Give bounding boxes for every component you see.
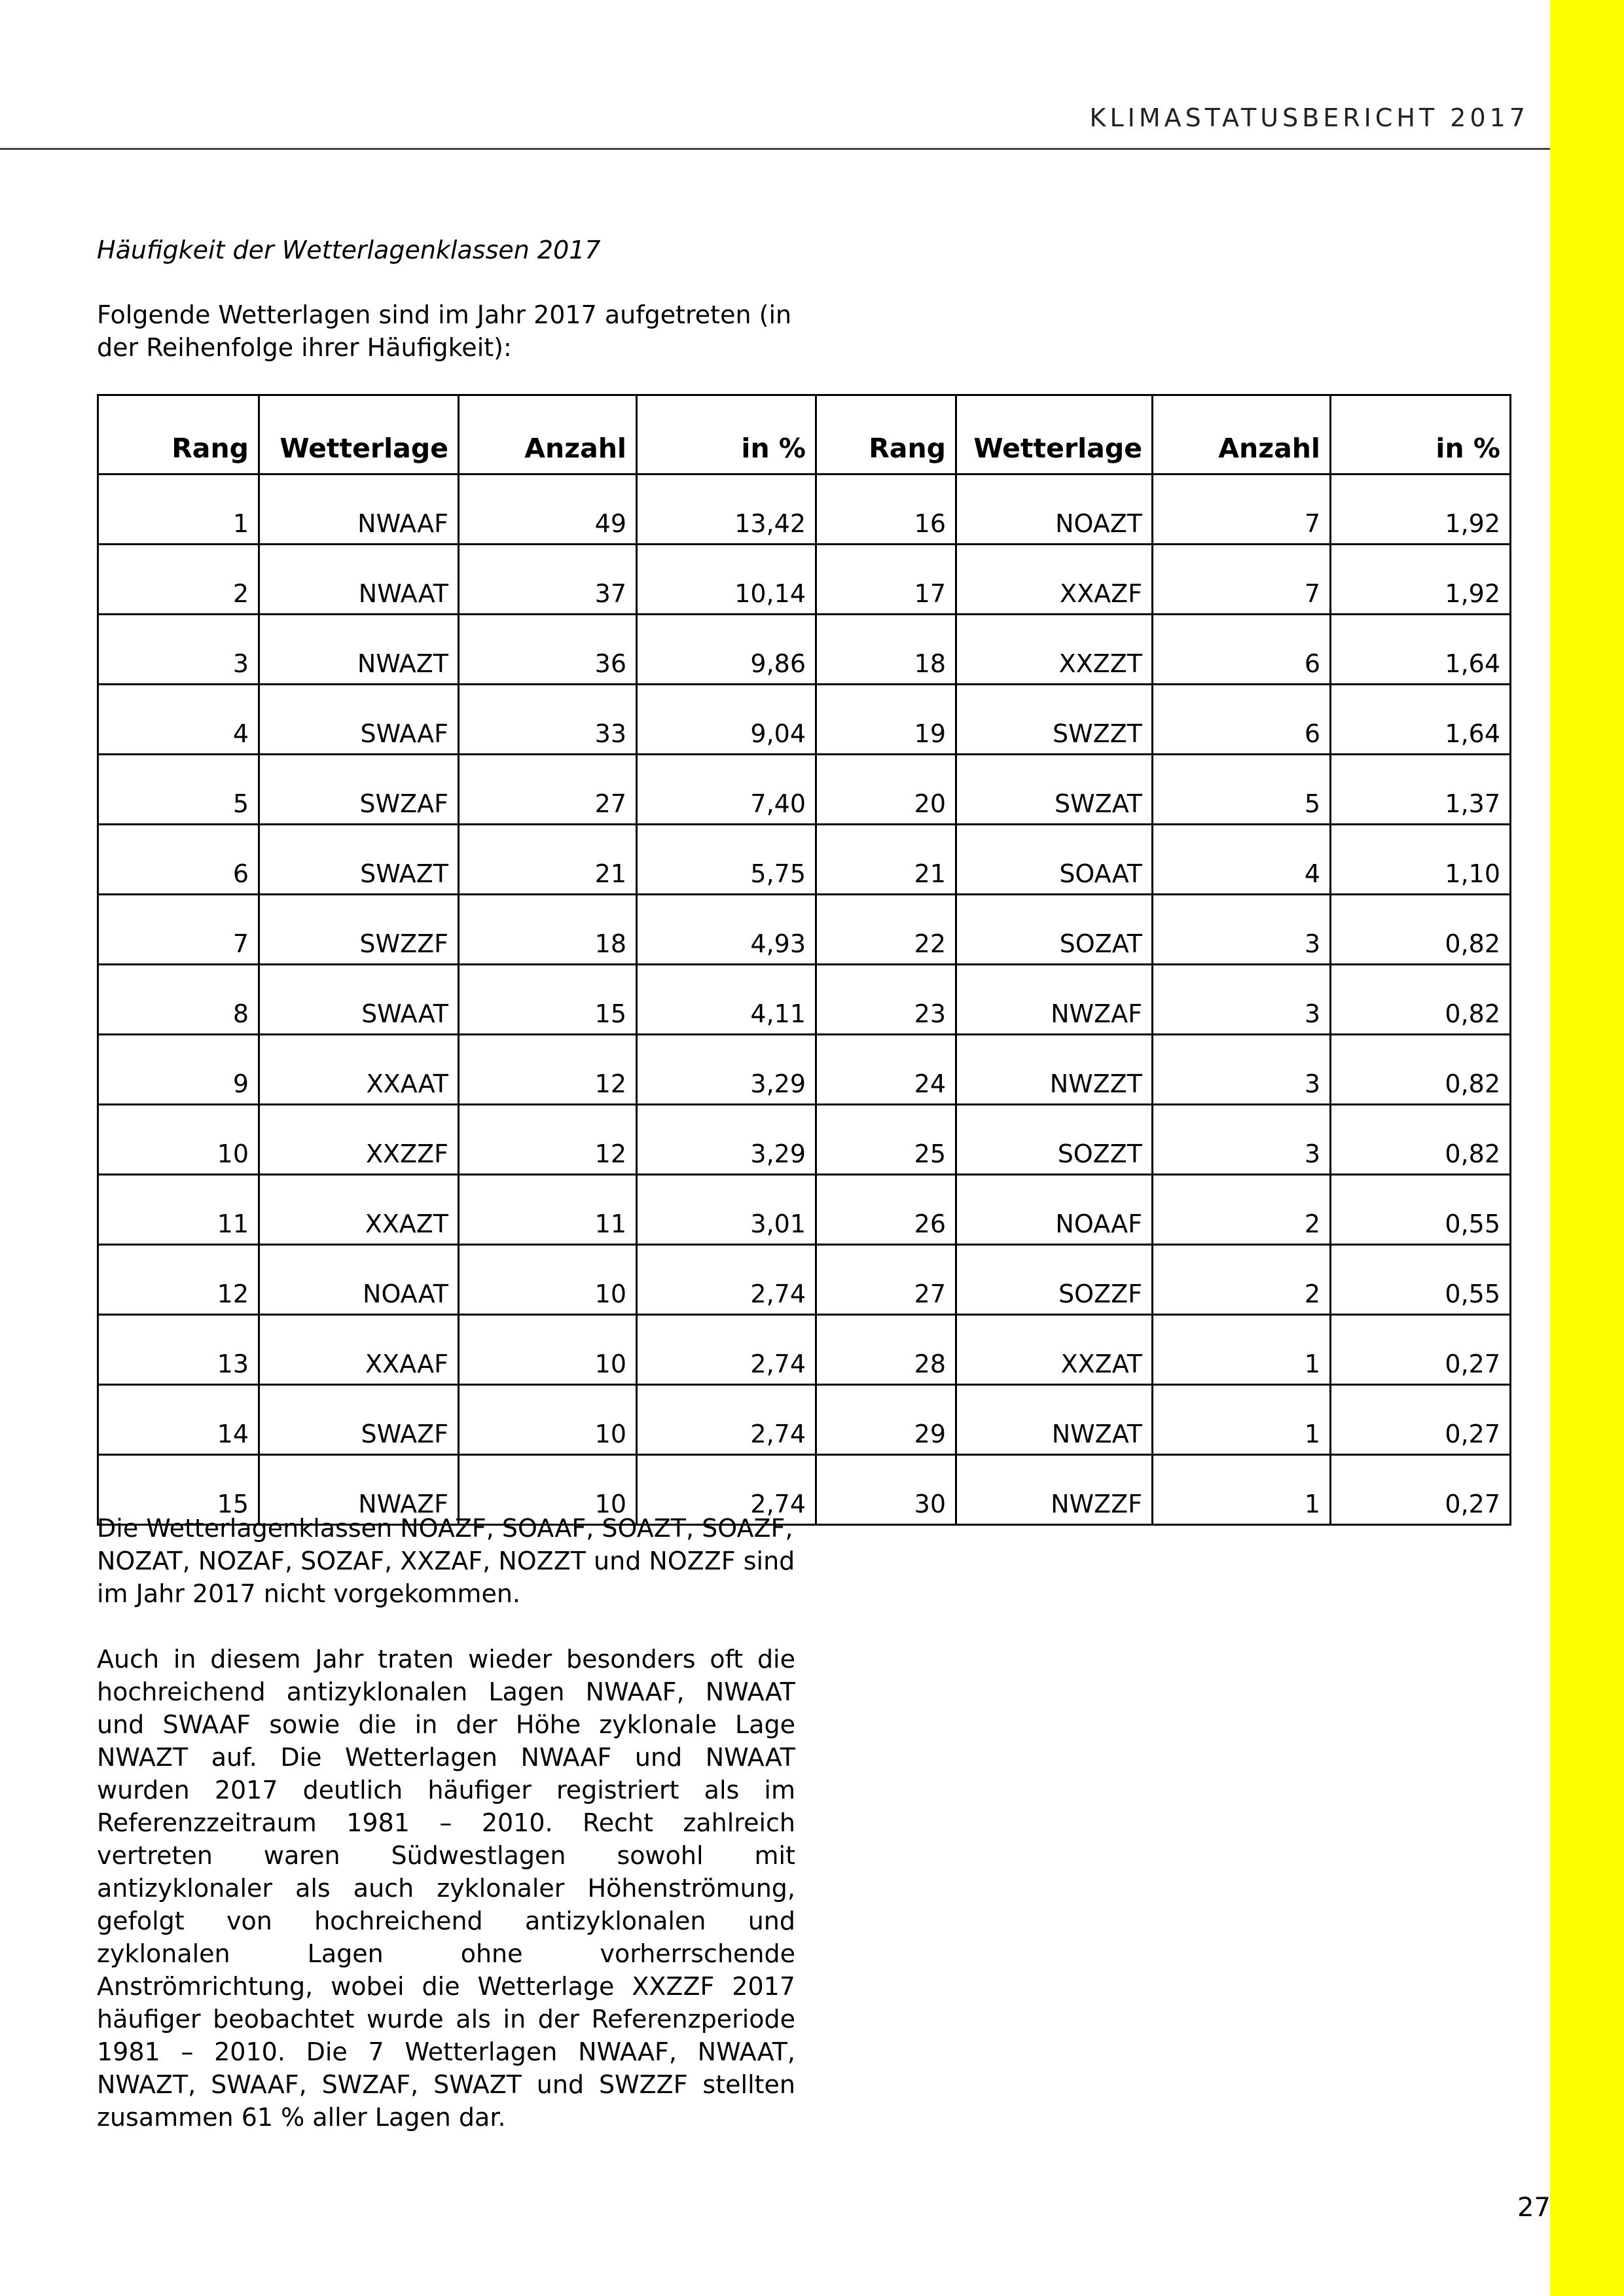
table-row [98, 615, 1511, 685]
table-cell: 0,55 [1331, 1245, 1511, 1315]
column-header: Rang [816, 395, 956, 475]
table-cell: 6 [1153, 685, 1331, 755]
table-row [98, 1385, 1511, 1455]
table-cell: 0,82 [1331, 1035, 1511, 1105]
table-cell: NWAZF [259, 1455, 459, 1525]
table-cell: NWAAT [259, 545, 459, 615]
table-cell: NWAZT [259, 615, 459, 685]
table-cell: XXAAT [259, 1035, 459, 1105]
table-cell: 5 [1153, 755, 1331, 825]
table-cell: SWAAT [259, 965, 459, 1035]
table-cell: 37 [459, 545, 637, 615]
table-cell: NWZAF [956, 965, 1153, 1035]
table-cell: 15 [98, 1455, 259, 1525]
column-header: in % [637, 395, 816, 475]
table-cell: 2 [1153, 1245, 1331, 1315]
table-cell: 18 [816, 615, 956, 685]
table-row [98, 825, 1511, 895]
table-cell: SOZZT [956, 1105, 1153, 1175]
table-cell: SWAZT [259, 825, 459, 895]
table-cell: 5 [98, 755, 259, 825]
table-body [98, 475, 1511, 1525]
table-cell: SWZZF [259, 895, 459, 965]
table-cell: 13,42 [637, 475, 816, 545]
table-cell: SOZAT [956, 895, 1153, 965]
table-cell: 12 [459, 1105, 637, 1175]
table-cell: 1,64 [1331, 685, 1511, 755]
table-cell: 24 [816, 1035, 956, 1105]
table-cell: 0,27 [1331, 1315, 1511, 1385]
table-cell: 11 [459, 1175, 637, 1245]
table-cell: 3,29 [637, 1035, 816, 1105]
table-cell: 1,10 [1331, 825, 1511, 895]
table-row [98, 1105, 1511, 1175]
table-cell: 33 [459, 685, 637, 755]
table-cell: 7,40 [637, 755, 816, 825]
table-cell: XXAZT [259, 1175, 459, 1245]
table-cell: XXAAF [259, 1315, 459, 1385]
table-cell: 21 [459, 825, 637, 895]
table-cell: 14 [98, 1385, 259, 1455]
table-cell: 4,93 [637, 895, 816, 965]
header-rule [0, 148, 1550, 150]
table-cell: 0,55 [1331, 1175, 1511, 1245]
table-cell: 4,11 [637, 965, 816, 1035]
table-cell: 1 [1153, 1385, 1331, 1455]
table-cell: 3 [98, 615, 259, 685]
table-cell: 4 [1153, 825, 1331, 895]
table-cell: SWZAT [956, 755, 1153, 825]
table-cell: 1 [1153, 1315, 1331, 1385]
table-cell: 10 [459, 1245, 637, 1315]
section-heading: Häufigkeit der Wetterlagenklassen 2017 [97, 236, 601, 264]
table-cell: 28 [816, 1315, 956, 1385]
table-cell: 20 [816, 755, 956, 825]
table-cell: 11 [98, 1175, 259, 1245]
table-cell: 29 [816, 1385, 956, 1455]
paragraph-analysis: Auch in diesem Jahr traten wieder besonders oft die hochreichend antizyklonalen Lagen NWAAF, NWAAT und SWAAF sowie die in der Höhe zyklonale Lage NWAZT auf. Die Wetterlagen NWAAF und NWAAT wurden 2017 deutlich häufiger registriert als im Referenzzeitraum 1981 – 2010. Recht zahlreich vertreten waren Südwestlagen sowohl mit antizyklonaler als auch zyklonaler Höhenströmung, gefolgt von hochreichend antizyklonalen und zyklonalen Lagen ohne vorherrschende Anströmrichtung, wobei die Wetterlage XXZZF 2017 häufiger beobachtet wurde als in der Referenzperiode 1981 – 2010. Die 7 Wetterlagen NWAAF, NWAAT, NWAZT, SWAAF, SWZAF, SWAZT und SWZZF stellten zusammen 61 % aller Lagen dar. [97, 1645, 795, 2132]
table-cell: 2,74 [637, 1455, 816, 1525]
table-cell: NWZZT [956, 1035, 1153, 1105]
table-row [98, 1175, 1511, 1245]
table-cell: 2,74 [637, 1385, 816, 1455]
table-cell: 7 [1153, 545, 1331, 615]
table-cell: SOZZF [956, 1245, 1153, 1315]
table-cell: 22 [816, 895, 956, 965]
table-cell: 2 [1153, 1175, 1331, 1245]
table-cell: SWAZF [259, 1385, 459, 1455]
table-cell: 7 [1153, 475, 1331, 545]
table-cell: 26 [816, 1175, 956, 1245]
column-header: Anzahl [1153, 395, 1331, 475]
table-cell: NWZZF [956, 1455, 1153, 1525]
table-cell: 2,74 [637, 1315, 816, 1385]
table-cell: XXAZF [956, 545, 1153, 615]
table-cell: 0,27 [1331, 1455, 1511, 1525]
table-cell: NOAAF [956, 1175, 1153, 1245]
table-cell: 27 [459, 755, 637, 825]
table-cell: 0,82 [1331, 1105, 1511, 1175]
table-cell: 5,75 [637, 825, 816, 895]
table-cell: 30 [816, 1455, 956, 1525]
table-cell: NWAAF [259, 475, 459, 545]
table-cell: XXZAT [956, 1315, 1153, 1385]
table-row [98, 545, 1511, 615]
table-cell: 10 [459, 1455, 637, 1525]
intro-paragraph: Folgende Wetterlagen sind im Jahr 2017 aufgetreten (in der Reihenfolge ihrer Häufigkeit): [97, 300, 792, 362]
table-cell: SWAAF [259, 685, 459, 755]
table-cell: 19 [816, 685, 956, 755]
table-cell: NWZAT [956, 1385, 1153, 1455]
table-cell: SWZZT [956, 685, 1153, 755]
table-cell: 16 [816, 475, 956, 545]
table-cell: 10 [459, 1385, 637, 1455]
table-row [98, 1035, 1511, 1105]
page-number: 27 [1517, 2193, 1551, 2223]
table-cell: 6 [1153, 615, 1331, 685]
table-cell: 10 [459, 1315, 637, 1385]
table-cell: 3,01 [637, 1175, 816, 1245]
table-cell: 18 [459, 895, 637, 965]
table-cell: 36 [459, 615, 637, 685]
table-cell: 4 [98, 685, 259, 755]
table-cell: XXZZT [956, 615, 1153, 685]
column-header: Anzahl [459, 395, 637, 475]
table-cell: 3 [1153, 895, 1331, 965]
table-cell: SOAAT [956, 825, 1153, 895]
table-cell: 12 [98, 1245, 259, 1315]
table-cell: NOAZT [956, 475, 1153, 545]
table-cell: 10 [98, 1105, 259, 1175]
table-cell: XXZZF [259, 1105, 459, 1175]
table-cell: 27 [816, 1245, 956, 1315]
table-row [98, 755, 1511, 825]
table-cell: 3,29 [637, 1105, 816, 1175]
table-cell: 25 [816, 1105, 956, 1175]
table-cell: 0,82 [1331, 965, 1511, 1035]
column-header: Rang [98, 395, 259, 475]
table-cell: 21 [816, 825, 956, 895]
table-row [98, 895, 1511, 965]
table-row [98, 1245, 1511, 1315]
weather-pattern-table [97, 394, 1511, 1526]
column-header: in % [1331, 395, 1511, 475]
table-cell: 15 [459, 965, 637, 1035]
table-cell: 13 [98, 1315, 259, 1385]
table-cell: 17 [816, 545, 956, 615]
table-row [98, 1315, 1511, 1385]
table-cell: 3 [1153, 965, 1331, 1035]
table-cell: 1 [1153, 1455, 1331, 1525]
table-cell: 8 [98, 965, 259, 1035]
table-cell: NOAAT [259, 1245, 459, 1315]
table-cell: 9 [98, 1035, 259, 1105]
table-cell: 1,92 [1331, 475, 1511, 545]
table-cell: 7 [98, 895, 259, 965]
table-cell: 9,86 [637, 615, 816, 685]
table-cell: 9,04 [637, 685, 816, 755]
table-cell: 3 [1153, 1035, 1331, 1105]
table-cell: 2,74 [637, 1245, 816, 1315]
table-cell: 3 [1153, 1105, 1331, 1175]
yellow-side-bar [1550, 0, 1624, 2296]
table-row [98, 965, 1511, 1035]
table-header-row [98, 395, 1511, 475]
running-header: KLIMASTATUSBERICHT 2017 [1089, 103, 1529, 132]
table-row [98, 475, 1511, 545]
table-row [98, 685, 1511, 755]
table-cell: 2 [98, 545, 259, 615]
table-cell: 0,82 [1331, 895, 1511, 965]
table-cell: 1,37 [1331, 755, 1511, 825]
table-cell: SWZAF [259, 755, 459, 825]
column-header: Wetterlage [956, 395, 1153, 475]
table-cell: 6 [98, 825, 259, 895]
table-cell: 23 [816, 965, 956, 1035]
paragraph-missing-classes: Die Wetterlagenklassen NOAZF, SOAAF, SOAZT, SOAZF, NOZAT, NOZAF, SOZAF, XXZAF, NOZZT und NOZZF sind im Jahr 2017 nicht vorgekommen. [97, 1514, 795, 1608]
table-cell: 10,14 [637, 545, 816, 615]
table-cell: 0,27 [1331, 1385, 1511, 1455]
table-cell: 1,64 [1331, 615, 1511, 685]
column-header: Wetterlage [259, 395, 459, 475]
table-cell: 1,92 [1331, 545, 1511, 615]
table-cell: 12 [459, 1035, 637, 1105]
table-cell: 1 [98, 475, 259, 545]
table-cell: 49 [459, 475, 637, 545]
